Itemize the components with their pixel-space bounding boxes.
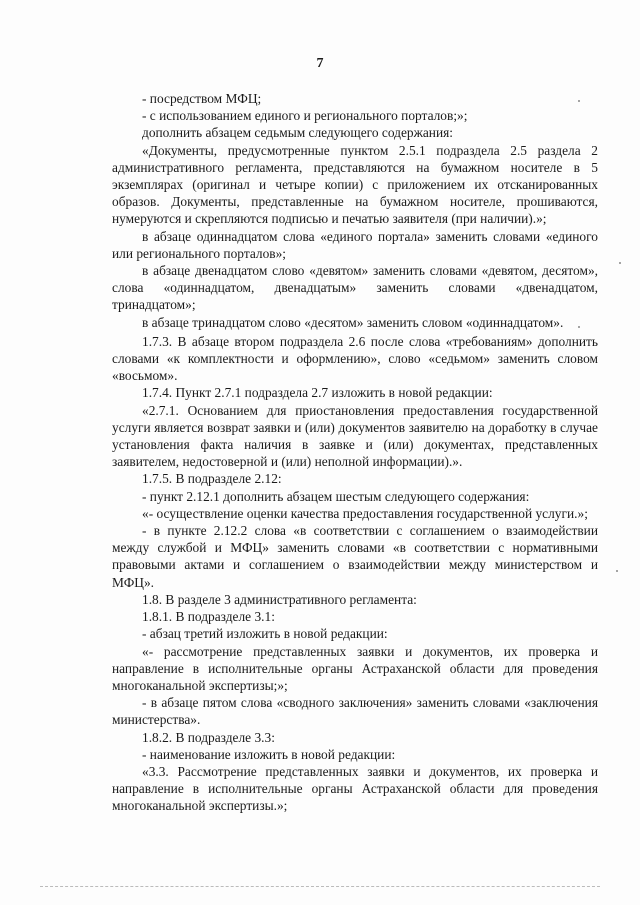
paragraph: 1.8. В разделе 3 административного регламента: bbox=[142, 591, 417, 607]
paragraph: 1.7.5. В подразделе 2.12: bbox=[142, 471, 282, 487]
page-number: 7 bbox=[316, 56, 324, 71]
paragraph: 1.7.4. Пункт 2.7.1 подраздела 2.7 изложить в новой редакции: bbox=[142, 385, 493, 401]
paragraph: - в абзаце пятом слова «сводного заключения» заменить словами «заключения министерства». bbox=[112, 695, 598, 728]
paragraph: в абзаце тринадцатом слово «десятом» заменить словом «одиннадцатом». bbox=[142, 314, 564, 330]
paragraph: - с использованием единого и регионального порталов;»; bbox=[142, 108, 468, 124]
document-body bbox=[112, 90, 598, 815]
paragraph: - посредством МФЦ; bbox=[142, 91, 262, 106]
scan-speck bbox=[616, 570, 618, 572]
scan-speck bbox=[619, 262, 621, 264]
paragraph: дополнить абзацем седьмым следующего содержания: bbox=[142, 125, 453, 141]
paragraph: «2.7.1. Основанием для приостановления предоставления государственной услуги является возврат заявки и (или) документов заявителю на доработку в случае установления факта наличия в заявке и (или) документах, представленных заявителем, недостоверной и (или) неполной информации).». bbox=[112, 402, 598, 470]
paragraph: «- рассмотрение представленных заявки и документов, их проверка и направление в исполнительные органы Астраханской области для проведения многоканальной экспертизы;»; bbox=[112, 643, 598, 693]
paragraph: - в пункте 2.12.2 слова «в соответствии с соглашением о взаимодействии между службой и МФЦ» заменить словами «в соответствии с нормативными правовыми актами и соглашением о взаимодействии между министерством и МФЦ». bbox=[112, 523, 598, 590]
paragraph: - абзац третий изложить в новой редакции: bbox=[142, 626, 388, 642]
paragraph: «- осуществление оценки качества предоставления государственной услуги.»; bbox=[142, 505, 588, 521]
paragraph: 1.8.2. В подразделе 3.3: bbox=[142, 729, 275, 745]
scan-edge-line bbox=[40, 886, 600, 887]
paragraph: - пункт 2.12.1 дополнить абзацем шестым следующего содержания: bbox=[142, 488, 530, 504]
paragraph: в абзаце одиннадцатом слова «единого портала» заменить словами «единого или регионального порталов»; bbox=[112, 228, 598, 261]
paragraph: 1.7.3. В абзаце втором подраздела 2.6 после слова «требованиям» дополнить словами «к комплектности и оформлению», слово «седьмом» заменить словом «восьмом». bbox=[112, 333, 598, 384]
paragraph: 1.8.1. В подразделе 3.1: bbox=[142, 609, 275, 625]
scan-speck bbox=[578, 326, 580, 328]
scan-speck bbox=[578, 100, 580, 102]
paragraph: в абзаце двенадцатом слово «девятом» заменить словами «девятом, десятом», слова «одиннадцатом, двенадцатым» заменить словами «двенадцатом, тринадцатом»; bbox=[112, 263, 598, 313]
paragraph: «3.3. Рассмотрение представленных заявки и документов, их проверка и направление в исполнительные органы Астраханской области для проведения многоканальной экспертизы.»; bbox=[112, 763, 598, 814]
paragraph: - наименование изложить в новой редакции: bbox=[142, 746, 396, 762]
paragraph: «Документы, предусмотренные пунктом 2.5.1 подраздела 2.5 раздела 2 административного регламента, представляются на бумажном носителе в 5 экземплярах (оригинал и четыре копии) с приложением их отсканированных образов. Документы, представленные на бумажном носителе, прошиваются, нумеруются и скрепляются подписью и печатью заявителя (при наличии).»; bbox=[112, 142, 598, 227]
